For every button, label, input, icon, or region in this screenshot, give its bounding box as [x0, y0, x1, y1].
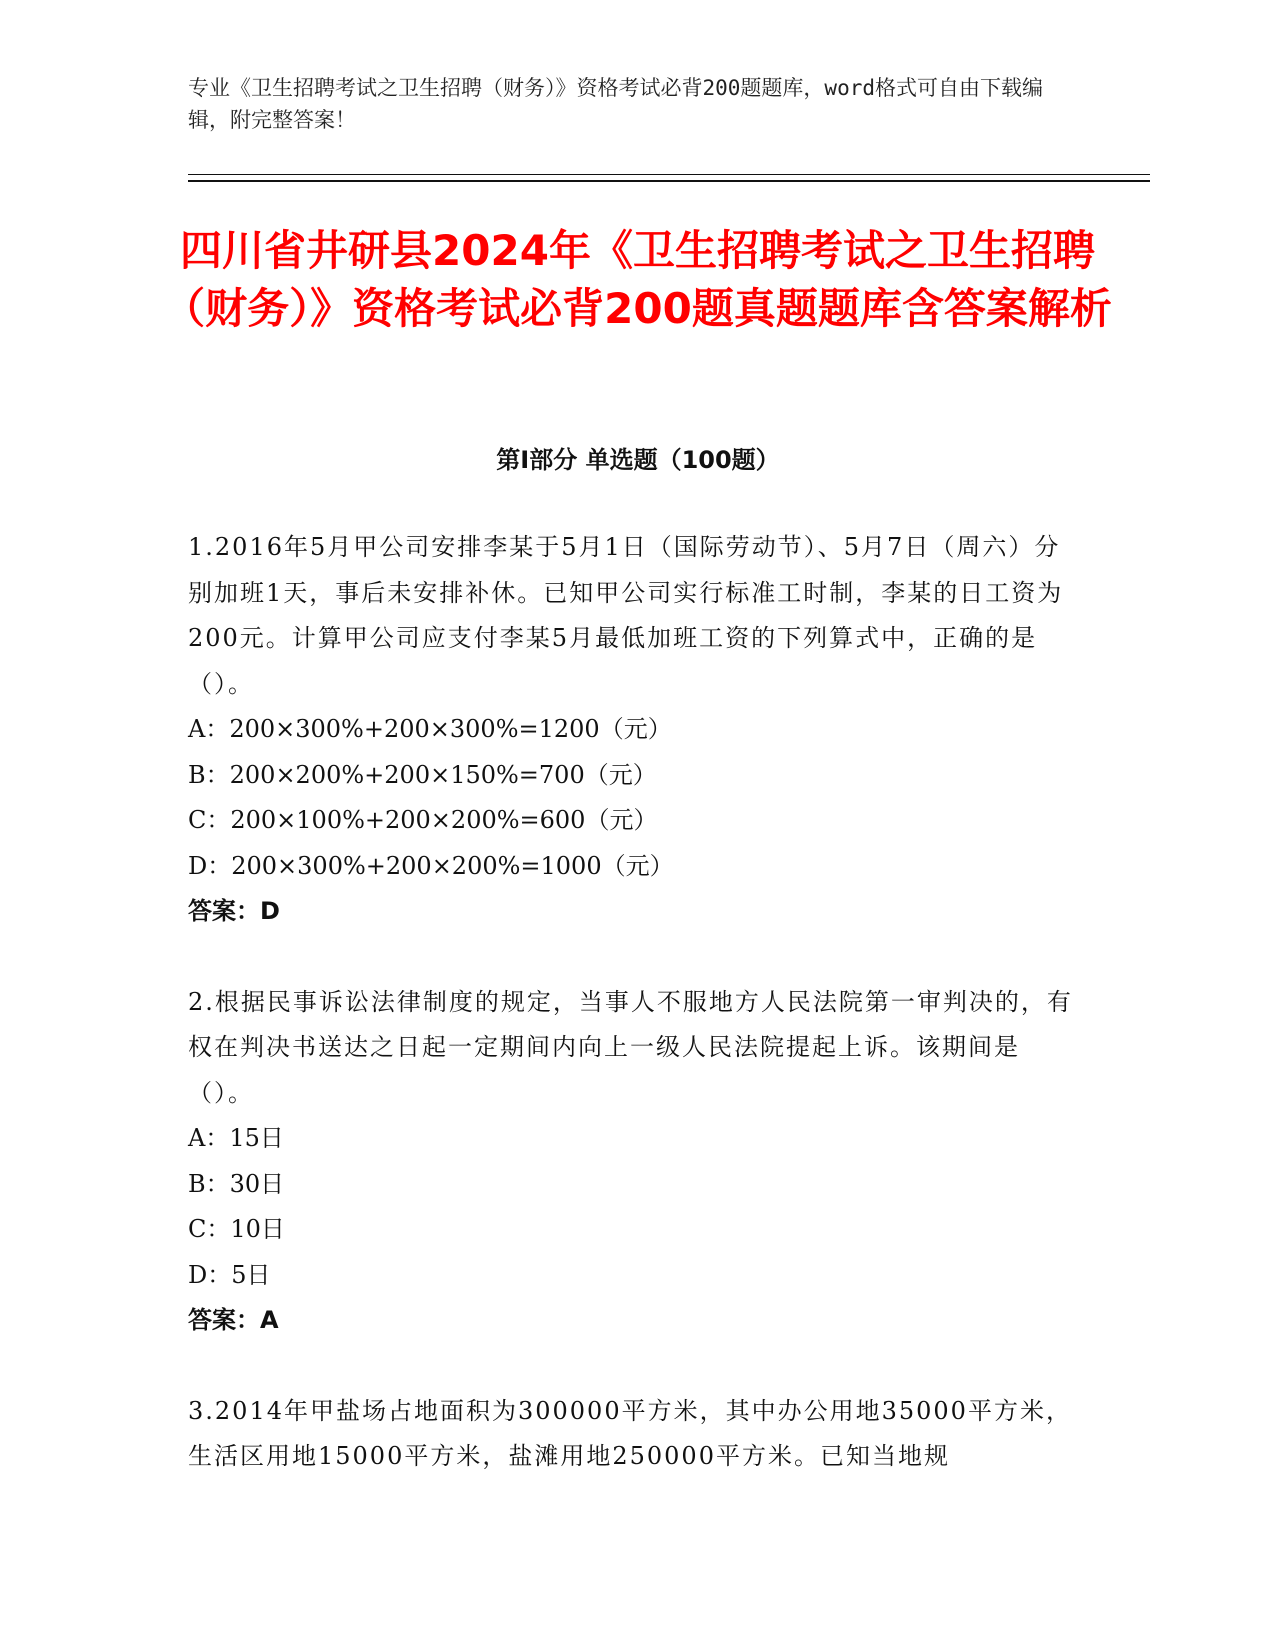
- option-c: C：200×100%+200×200%=600（元）: [188, 806, 658, 834]
- question-stem: 1.2016年5月甲公司安排李某于5月1日（国际劳动节）、5月7日（周六）分别加班1天，事后未安排补休。已知甲公司实行标准工时制，李某的日工资为200元。计算甲公司应支付李某5月最低加班工资的下列算式中，正确的是（）。: [188, 533, 1064, 698]
- header-divider-thin: [188, 174, 1150, 175]
- option-b: B：200×200%+200×150%=700（元）: [188, 760, 657, 789]
- answer-line: 答案：D: [188, 897, 280, 925]
- question-stem: 3.2014年甲盐场占地面积为300000平方米，其中办公用地35000平方米，生活区用地15000平方米，盐滩用地250000平方米。已知当地规: [188, 1396, 1072, 1470]
- section-title: 第Ⅰ部分 单选题（100题）: [496, 446, 780, 474]
- question-stem: 2.根据民事诉讼法律制度的规定，当事人不服地方人民法院第一审判决的，有权在判决书送达之日起一定期间内向上一级人民法院提起上诉。该期间是（）。: [188, 987, 1073, 1107]
- question-2: [188, 980, 1076, 1344]
- option-d: D：200×300%+200×200%=1000（元）: [188, 851, 674, 880]
- header-note: 专业《卫生招聘考试之卫生招聘（财务）》资格考试必背200题题库，word格式可自由下载编辑，附完整答案！: [188, 76, 1043, 132]
- document-title: 四川省井研县2024年《卫生招聘考试之卫生招聘（财务）》资格考试必背200题真题题库含答案解析: [163, 226, 1112, 333]
- option-b: B：30日: [188, 1169, 285, 1198]
- option-a: A：200×300%+200×300%=1200（元）: [188, 715, 672, 743]
- question-1: [188, 525, 1076, 935]
- option-c: C：10日: [188, 1215, 285, 1243]
- option-a: A：15日: [188, 1124, 284, 1152]
- option-d: D：5日: [188, 1260, 271, 1289]
- question-3: [188, 1389, 1076, 1480]
- header-divider-thick: [188, 180, 1150, 182]
- question-list: [188, 525, 1076, 1525]
- answer-line: 答案：A: [188, 1306, 279, 1334]
